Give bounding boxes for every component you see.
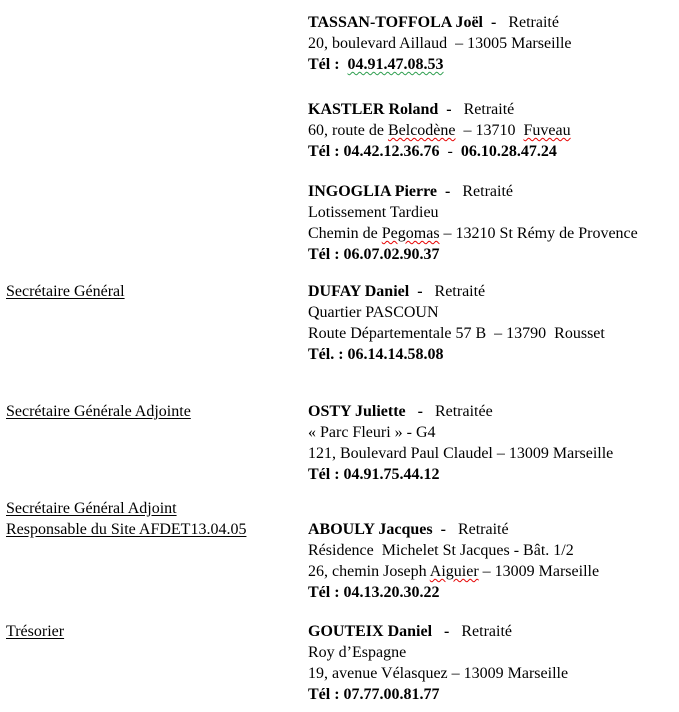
- name-line: [308, 519, 675, 540]
- separator-dash: -: [439, 143, 461, 160]
- phone-number: Tél : 06.07.02.90.37: [308, 246, 440, 263]
- text-segment: 20, boulevard Aillaud – 13005 Marseille: [308, 35, 572, 52]
- role-label: Secrétaire Général: [6, 283, 125, 300]
- name-line: [308, 281, 675, 302]
- role-label: Secrétaire Général Adjoint: [6, 500, 177, 517]
- contact-column: [308, 181, 679, 265]
- phone-number: Tél : 07.77.00.81.77: [308, 686, 440, 703]
- phone-label: Tél :: [308, 56, 348, 73]
- phone-number: Tél : 04.42.12.36.76: [308, 143, 440, 160]
- address-line: [308, 642, 675, 663]
- name-line: [308, 99, 675, 120]
- person-name: ABOULY Jacques: [308, 521, 433, 538]
- phone-line: [308, 54, 675, 75]
- text-segment: – 13009 Marseille: [478, 563, 600, 580]
- role-label: Trésorier: [6, 623, 65, 640]
- text-segment: 60, route de: [308, 122, 388, 139]
- phone-line: [308, 684, 675, 705]
- text-segment: Lotissement Tardieu: [308, 204, 439, 221]
- address-line: [308, 202, 675, 223]
- address-line: [308, 33, 675, 54]
- status-label: Retraité: [457, 521, 509, 538]
- name-line: [308, 181, 675, 202]
- separator-dash: -: [432, 623, 462, 640]
- address-line: [308, 540, 675, 561]
- person-name: DUFAY Daniel: [308, 283, 410, 300]
- misspelled-word: Belcodène: [387, 122, 456, 139]
- role-column: [0, 621, 308, 642]
- address-line: [308, 120, 675, 141]
- directory-entry: [0, 401, 679, 485]
- role-column: [0, 401, 308, 422]
- phone-line: [308, 582, 675, 603]
- role-column: [0, 281, 308, 302]
- role-label: Responsable du Site AFDET13.04.05: [6, 521, 247, 538]
- address-line: [308, 422, 675, 443]
- separator-dash: -: [409, 283, 435, 300]
- phone-number-2: 06.10.28.47.24: [460, 143, 557, 160]
- phone-number: Tél. : 06.14.14.58.08: [308, 346, 444, 363]
- misspelled-word: Fuveau: [523, 122, 571, 139]
- text-segment: Chemin de: [308, 225, 382, 242]
- phone-number: 04.91.47.08.53: [347, 56, 444, 73]
- text-segment: Route Départementale 57 B – 13790 Rousset: [308, 325, 605, 342]
- text-segment: 121, Boulevard Paul Claudel – 13009 Marseille: [308, 445, 614, 462]
- directory-entry: [0, 281, 679, 365]
- name-line: [308, 621, 675, 642]
- person-name: TASSAN-TOFFOLA Joël: [308, 14, 483, 31]
- status-label: Retraité: [434, 283, 486, 300]
- phone-line: [308, 464, 675, 485]
- person-name: GOUTEIX Daniel: [308, 623, 433, 640]
- phone-line: [308, 141, 675, 162]
- separator-dash: -: [432, 521, 458, 538]
- contact-column: [308, 401, 679, 485]
- text-segment: 26, chemin Joseph: [308, 563, 430, 580]
- text-segment: Quartier PASCOUN: [308, 304, 439, 321]
- text-segment: – 13710: [455, 122, 524, 139]
- phone-number: Tél : 04.13.20.30.22: [308, 584, 440, 601]
- contact-column: [308, 498, 679, 603]
- name-line: [308, 12, 675, 33]
- separator-dash: -: [482, 14, 509, 31]
- address-line: [308, 443, 675, 464]
- contact-column: [308, 621, 679, 705]
- role-label: Secrétaire Générale Adjointe: [6, 403, 191, 420]
- separator-dash: -: [438, 101, 464, 118]
- separator-dash: -: [437, 183, 463, 200]
- address-line: [308, 323, 675, 344]
- directory-entry: [0, 12, 679, 75]
- address-line: [308, 561, 675, 582]
- status-label: Retraité: [463, 101, 515, 118]
- misspelled-word: Aiguier: [429, 563, 479, 580]
- text-segment: – 13210 St Rémy de Provence: [439, 225, 638, 242]
- address-line: [308, 302, 675, 323]
- person-name: OSTY Juliette: [308, 403, 406, 420]
- misspelled-word: Pegomas: [381, 225, 440, 242]
- contact-column: [308, 12, 679, 75]
- person-name: INGOGLIA Pierre: [308, 183, 438, 200]
- text-segment: 19, avenue Vélasquez – 13009 Marseille: [308, 665, 569, 682]
- directory-entry: [0, 99, 679, 162]
- person-name: KASTLER Roland: [308, 101, 439, 118]
- text-segment: Roy d’Espagne: [308, 644, 407, 661]
- status-label: Retraité: [461, 623, 512, 640]
- text-segment: « Parc Fleuri » - G4: [308, 424, 436, 441]
- address-line: [308, 663, 675, 684]
- contact-column: [308, 99, 679, 162]
- separator-dash: -: [405, 403, 435, 420]
- role-column: [0, 498, 308, 540]
- contact-column: [308, 281, 679, 365]
- directory-entry: [0, 498, 679, 603]
- phone-line: [308, 344, 675, 365]
- status-label: Retraitée: [434, 403, 493, 420]
- directory-entry: [0, 181, 679, 265]
- name-line: [308, 401, 675, 422]
- phone-number: Tél : 04.91.75.44.12: [308, 466, 440, 483]
- status-label: Retraité: [462, 183, 513, 200]
- text-segment: Résidence Michelet St Jacques - Bât. 1/2: [308, 542, 574, 559]
- status-label: Retraité: [508, 14, 559, 31]
- phone-line: [308, 244, 675, 265]
- address-line: [308, 223, 675, 244]
- directory-entry: [0, 621, 679, 705]
